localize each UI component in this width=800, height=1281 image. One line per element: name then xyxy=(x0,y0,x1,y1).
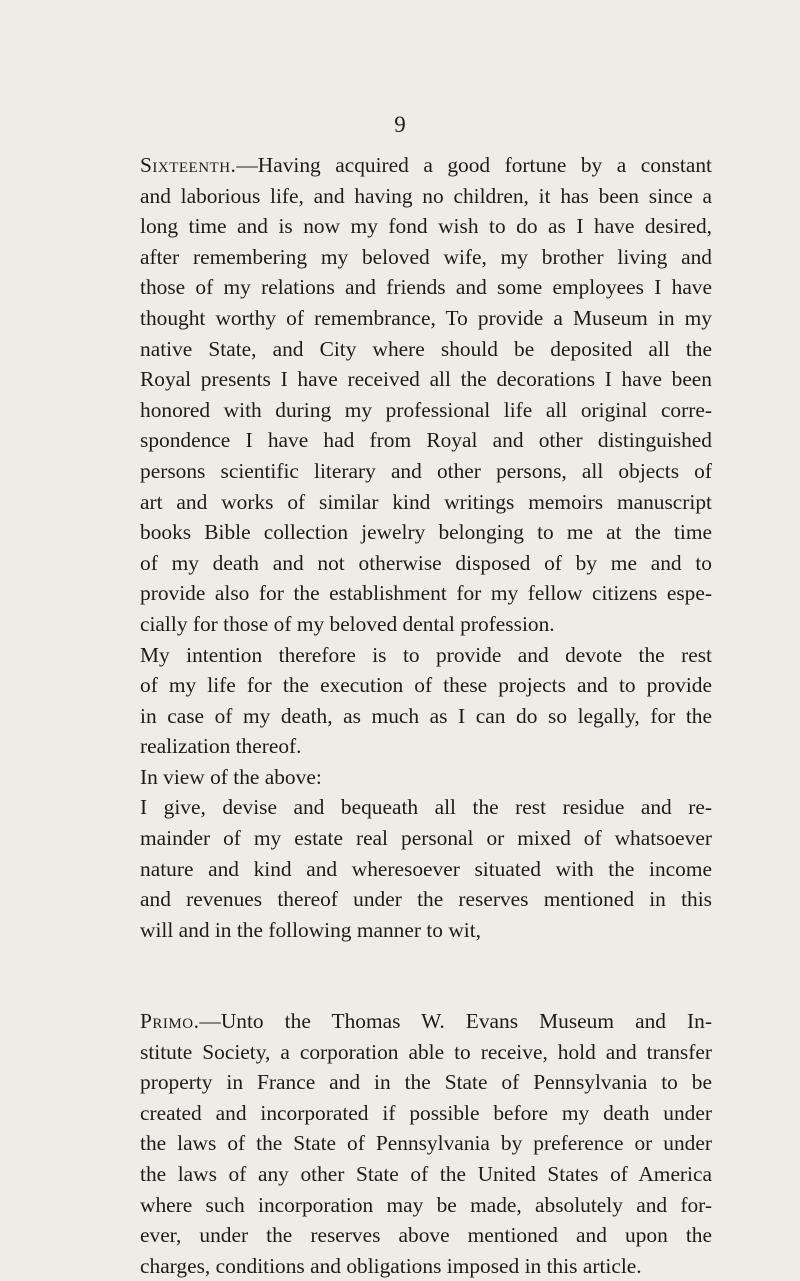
text-line: of my death and not otherwise disposed of by me and to xyxy=(140,550,712,575)
article-heading: Primo. xyxy=(140,1009,200,1033)
view-line: In view of the above: xyxy=(140,764,322,789)
text-line: long time and is now my fond wish to do as I have desired, xyxy=(140,214,712,239)
article-sixteenth xyxy=(140,150,712,945)
text-line: after remembering my beloved wife, my brother living and xyxy=(140,244,712,269)
intention-line: realization thereof. xyxy=(140,734,302,759)
bequest-line: and revenues thereof under the reserves mentioned in this xyxy=(140,887,712,912)
bequest-line: mainder of my estate real personal or mixed of whatsoever xyxy=(140,826,712,851)
text-line: charges, conditions and obligations imposed in this article. xyxy=(140,1253,642,1278)
text-line: and laborious life, and having no children, it has been since a xyxy=(140,183,712,208)
text-line: those of my relations and friends and some employees I have xyxy=(140,275,712,300)
text-line: native State, and City where should be deposited all the xyxy=(140,336,712,361)
text-line: honored with during my professional life all original corre- xyxy=(140,397,712,422)
text-line: cially for those of my beloved dental profession. xyxy=(140,611,555,636)
bequest-line: I give, devise and bequeath all the rest residue and re- xyxy=(140,795,712,820)
text-line: property in France and in the State of Pennsylvania to be xyxy=(140,1070,712,1095)
text-line: art and works of similar kind writings memoirs manuscript xyxy=(140,489,712,514)
page-number: 9 xyxy=(394,112,406,137)
text-line: ever, under the reserves above mentioned and upon the xyxy=(140,1223,712,1248)
intention-line: of my life for the execution of these projects and to provide xyxy=(140,673,712,698)
bequest-line: nature and kind and wheresoever situated with the income xyxy=(140,856,712,881)
article-heading: Sixteenth. xyxy=(140,153,237,177)
text-line: created and incorporated if possible before my death under xyxy=(140,1100,712,1125)
text-line: Sixteenth.—Having acquired a good fortune by a constant xyxy=(140,153,712,177)
text-line: Primo.—Unto the Thomas W. Evans Museum and In- xyxy=(140,1009,712,1033)
text-line: books Bible collection jewelry belonging to me at the time xyxy=(140,520,712,545)
text-line: the laws of any other State of the United States of America xyxy=(140,1161,712,1186)
text-line: persons scientific literary and other persons, all objects of xyxy=(140,458,712,483)
text-line: Royal presents I have received all the decorations I have been xyxy=(140,367,712,392)
text-line: spondence I have had from Royal and other distinguished xyxy=(140,428,712,453)
text-line: where such incorporation may be made, absolutely and for- xyxy=(140,1192,712,1217)
intention-line: My intention therefore is to provide and devote the rest xyxy=(140,642,712,667)
text-line: stitute Society, a corporation able to receive, hold and transfer xyxy=(140,1039,712,1064)
intention-line: in case of my death, as much as I can do so legally, for the xyxy=(140,703,712,728)
bequest-line: will and in the following manner to wit, xyxy=(140,917,482,942)
text-line: thought worthy of remembrance, To provide a Museum in my xyxy=(140,305,712,330)
text-line: provide also for the establishment for my fellow citizens espe- xyxy=(140,581,712,606)
text-line: the laws of the State of Pennsylvania by preference or under xyxy=(140,1131,712,1156)
